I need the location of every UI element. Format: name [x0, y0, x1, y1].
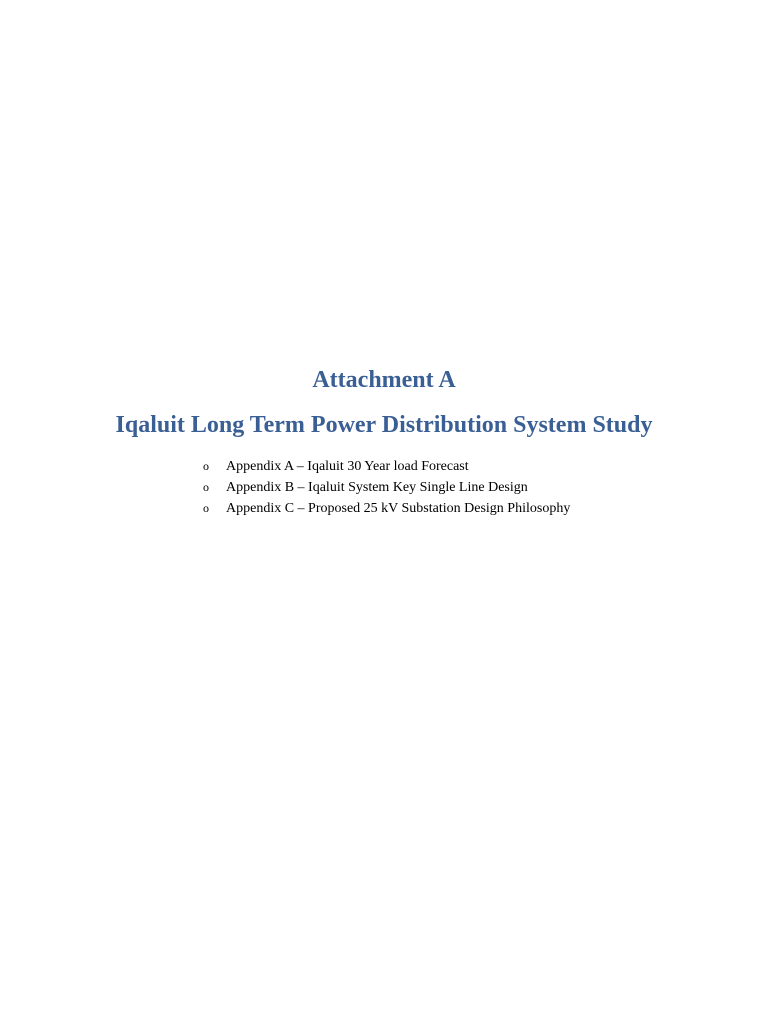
appendix-b-label: Appendix B – Iqaluit System Key Single Line Design: [226, 480, 528, 495]
appendix-list: [203, 456, 570, 519]
appendix-a-label: Appendix A – Iqaluit 30 Year load Forecast: [226, 459, 469, 474]
list-item: [203, 456, 570, 477]
attachment-title: Attachment A: [312, 367, 456, 393]
hollow-bullet-icon: o: [203, 501, 209, 515]
study-title: Iqaluit Long Term Power Distribution System Study: [115, 412, 653, 438]
list-item: [203, 477, 570, 498]
hollow-bullet-icon: o: [203, 459, 209, 473]
hollow-bullet-icon: o: [203, 480, 209, 494]
appendix-c-label: Appendix C – Proposed 25 kV Substation Design Philosophy: [226, 501, 571, 516]
list-item: [203, 498, 570, 519]
